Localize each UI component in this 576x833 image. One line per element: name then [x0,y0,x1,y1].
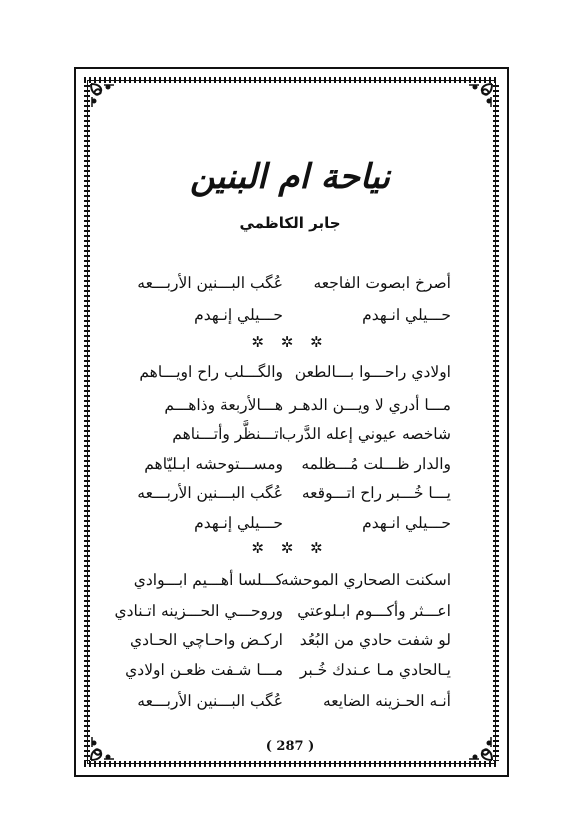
stanza-separator: ✲ ✲ ✲ [251,333,329,351]
verse-hemistich-right: يـالحادي مـا عـندك خُـبر [299,661,451,679]
verse-hemistich-left: والگـــلب راح اويـــاهم [139,363,283,381]
verse-hemistich-right: اسكنت الصحاري الموحشه [280,571,451,589]
verse-hemistich-left: اتـــنظَّر وأتـــناهم [172,425,283,443]
verse-hemistich-right: أنـه الحـزينه الضايعه [322,692,451,710]
verse-hemistich-right: اولادي راحـــوا بـــالطعن [294,363,451,381]
verse-hemistich-right: لو شفت حادي من البُعُد [299,631,451,649]
verse-refrain-right: حـــيلي انـهدم [362,514,451,532]
verse-hemistich-left: كـــلسا أهـــيم ابـــوادي [133,571,283,589]
verse-hemistich-left: ومســـتوحشه ابـليّاهم [144,455,283,473]
verse-refrain-right: حـــيلي انـهدم [362,306,451,324]
verse-hemistich-right: والدار ظـــلت مُـــظلمه [301,455,451,473]
verse-hemistich-right: أصرخ ابصوت الفاجعه [313,274,451,292]
verse-hemistich-left: اركـض واحـاچي الحـادي [129,631,283,649]
verse-hemistich-left: عُگب البـــنين الأربـــعه [137,692,283,710]
verse-hemistich-right: اعـــثر وأكـــوم ابـلوعتي [297,602,451,620]
page-number: ( 287 ) [265,739,315,754]
verse-refrain-left: حـــيلي إنـهدم [194,306,283,324]
verse-hemistich-left: عُگب البـــنين الأربـــعه [137,274,283,292]
stanza-separator: ✲ ✲ ✲ [251,539,329,557]
poem-title: نياحة ام البنين [190,157,390,197]
verse-hemistich-left: هـــالأربعة وذاهـــم [164,396,283,414]
verse-hemistich-right: يـــا خُـــبر راح اتـــوقعه [301,484,451,502]
verse-hemistich-right: شاخصه عيوني إعله الدَّرب [281,425,451,443]
verse-refrain-left: حـــيلي إنـهدم [194,514,283,532]
poem-author: جابر الكاظمي [239,214,341,232]
verse-hemistich-left: مـــا شـفت ظعـن اولادي [125,661,283,679]
verse-hemistich-right: مـــا أدري لا ويـــن الدهـر [289,396,451,414]
verse-hemistich-left: وروحـــي الحـــزينه اتـنادي [114,602,283,620]
verse-hemistich-left: عُگب البـــنين الأربـــعه [137,484,283,502]
